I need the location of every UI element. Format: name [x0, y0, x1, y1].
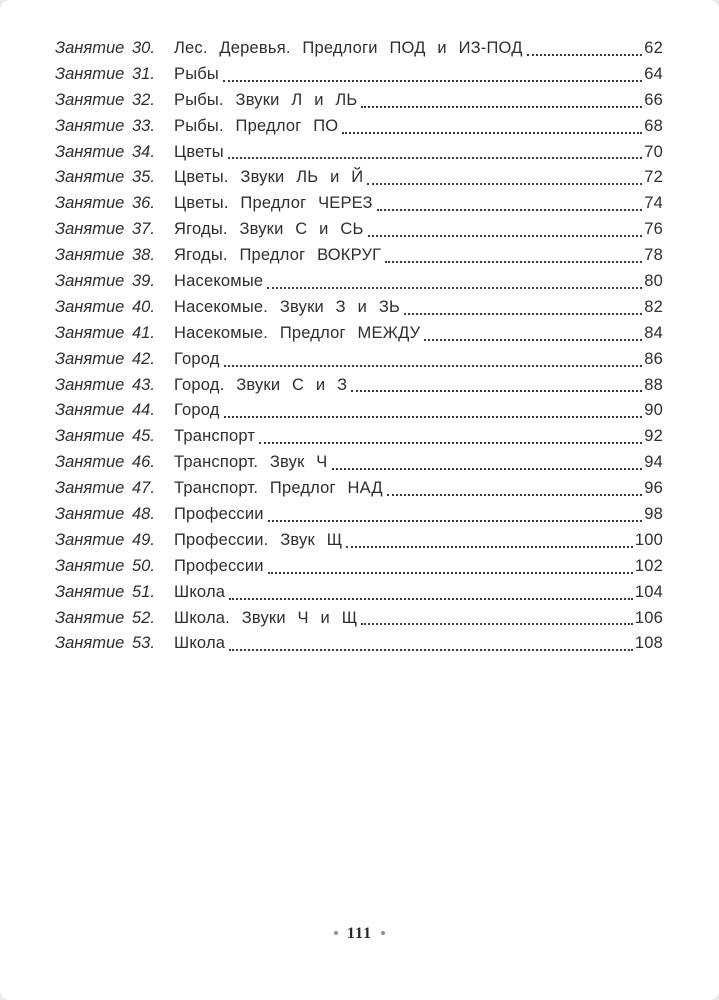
toc-entry-page: 66 — [644, 90, 663, 109]
toc-entry — [55, 321, 663, 347]
toc-entry-page: 78 — [644, 246, 663, 265]
toc-entry — [55, 631, 663, 657]
toc-entry-number: 35. — [132, 168, 155, 187]
toc-entry-number: 52. — [132, 608, 155, 627]
toc-entry-page: 102 — [634, 556, 663, 575]
toc-entry-title: Насекомые — [174, 272, 264, 291]
toc-entry-label: Занятие — [55, 349, 125, 368]
toc-entry-title: Город — [174, 401, 220, 420]
toc-entry-page: 84 — [644, 323, 663, 342]
page-number: 111 — [346, 925, 373, 942]
dot-leader — [387, 494, 642, 496]
toc-entry-page: 80 — [644, 272, 663, 291]
toc-entry-label: Занятие — [55, 116, 125, 135]
toc-entry-number: 41. — [132, 323, 155, 342]
toc-entry — [55, 424, 663, 450]
toc-entry-label: Занятие — [55, 634, 125, 653]
footer-dot-left-icon — [334, 931, 338, 935]
dot-leader — [367, 183, 642, 185]
toc-entry — [55, 554, 663, 580]
footer-dot-right-icon — [381, 931, 385, 935]
toc-entry-title: Транспорт — [174, 427, 256, 446]
toc-entry-label: Занятие — [55, 479, 125, 498]
dot-leader — [385, 261, 642, 263]
toc-entry-page: 86 — [644, 349, 663, 368]
dot-leader — [404, 313, 642, 315]
dot-leader — [259, 442, 642, 444]
toc-entry-label: Занятие — [55, 556, 125, 575]
toc-entry — [55, 398, 663, 424]
toc-entry-title: Лес. Деревья. Предлоги ПОД и ИЗ-ПОД — [174, 39, 523, 57]
toc-entry — [55, 580, 663, 606]
toc-entry-page: 64 — [644, 64, 663, 83]
toc-entry-page: 76 — [644, 220, 663, 239]
toc-entry-number: 45. — [132, 427, 155, 446]
dot-leader — [346, 546, 633, 548]
toc-entry-title: Цветы — [174, 142, 224, 161]
toc-entry-label: Занятие — [55, 39, 125, 57]
toc-entry-title: Цветы. Звуки ЛЬ и Й — [174, 168, 364, 187]
toc-entry-number: 30. — [132, 39, 155, 57]
toc-entry — [55, 502, 663, 528]
dot-leader — [332, 468, 643, 470]
toc-entry-number: 49. — [132, 530, 155, 549]
toc-entry-title: Транспорт. Предлог НАД — [174, 479, 383, 498]
dot-leader — [229, 649, 633, 651]
dot-leader — [223, 80, 642, 82]
toc-entry-label: Занятие — [55, 401, 125, 420]
toc-entry-page: 98 — [644, 505, 663, 524]
toc-entry-page: 88 — [644, 375, 663, 394]
toc-entry-title: Город — [174, 349, 220, 368]
toc-entry-label: Занятие — [55, 582, 125, 601]
toc-entry-title: Профессии — [174, 556, 264, 575]
toc-entry-title: Ягоды. Звуки С и СЬ — [174, 220, 364, 239]
toc-entry-number: 36. — [132, 194, 155, 213]
toc-entry-title: Школа. Звуки Ч и Щ — [174, 608, 358, 627]
toc-entry — [55, 165, 663, 191]
dot-leader — [224, 365, 643, 367]
dot-leader — [361, 106, 642, 108]
toc-entry — [55, 36, 663, 62]
toc-entry-title: Цветы. Предлог ЧЕРЕЗ — [174, 194, 373, 213]
toc-entry-label: Занятие — [55, 505, 125, 524]
toc-entry-label: Занятие — [55, 272, 125, 291]
toc-entry-page: 96 — [644, 479, 663, 498]
toc-entry-page: 82 — [644, 297, 663, 316]
toc-entry-page: 100 — [634, 530, 663, 549]
toc-list — [55, 36, 663, 657]
dot-leader — [377, 209, 643, 211]
toc-entry-number: 44. — [132, 401, 155, 420]
toc-entry — [55, 243, 663, 269]
toc-entry-title: Город. Звуки С и З — [174, 375, 348, 394]
toc-entry-number: 48. — [132, 505, 155, 524]
toc-entry-title: Школа — [174, 634, 226, 653]
toc-entry — [55, 450, 663, 476]
toc-entry-number: 46. — [132, 453, 155, 472]
toc-entry-page: 70 — [644, 142, 663, 161]
toc-entry-label: Занятие — [55, 194, 125, 213]
toc-entry-number: 50. — [132, 556, 155, 575]
toc-entry — [55, 476, 663, 502]
toc-entry-page: 92 — [644, 427, 663, 446]
toc-entry-number: 37. — [132, 220, 155, 239]
toc-entry — [55, 62, 663, 88]
toc-entry-page: 104 — [634, 582, 663, 601]
toc-entry-number: 31. — [132, 64, 155, 83]
toc-entry-label: Занятие — [55, 246, 125, 265]
toc-entry-title: Рыбы. Звуки Л и ЛЬ — [174, 90, 358, 109]
toc-entry-title: Ягоды. Предлог ВОКРУГ — [174, 246, 382, 265]
dot-leader — [342, 132, 642, 134]
toc-entry — [55, 347, 663, 373]
toc-entry-label: Занятие — [55, 64, 125, 83]
toc-entry-page: 72 — [644, 168, 663, 187]
toc-entry-label: Занятие — [55, 142, 125, 161]
toc-entry-title: Транспорт. Звук Ч — [174, 453, 328, 472]
toc-entry-label: Занятие — [55, 427, 125, 446]
toc-entry — [55, 295, 663, 321]
dot-leader — [361, 623, 632, 625]
toc-entry-label: Занятие — [55, 323, 125, 342]
toc-entry — [55, 191, 663, 217]
toc-entry-title: Рыбы — [174, 64, 219, 83]
dot-leader — [229, 598, 633, 600]
toc-entry-page: 74 — [644, 194, 663, 213]
toc-entry-number: 47. — [132, 479, 155, 498]
toc-entry-page: 68 — [644, 116, 663, 135]
toc-entry-page: 106 — [634, 608, 663, 627]
toc-entry-label: Занятие — [55, 90, 125, 109]
toc-entry-label: Занятие — [55, 297, 125, 316]
dot-leader — [267, 287, 642, 289]
toc-entry-title: Насекомые. Предлог МЕЖДУ — [174, 323, 421, 342]
toc-entry — [55, 217, 663, 243]
toc-entry — [55, 606, 663, 632]
toc-entry-number: 32. — [132, 90, 155, 109]
toc-entry-title: Школа — [174, 582, 226, 601]
toc-entry-page: 62 — [644, 39, 663, 57]
toc-entry-number: 51. — [132, 582, 155, 601]
toc-entry — [55, 528, 663, 554]
dot-leader — [351, 390, 642, 392]
toc-entry-number: 43. — [132, 375, 155, 394]
toc-entry-number: 53. — [132, 634, 155, 653]
toc-entry-title: Профессии — [174, 505, 264, 524]
toc-entry-number: 33. — [132, 116, 155, 135]
toc-entry — [55, 373, 663, 399]
toc-entry-label: Занятие — [55, 375, 125, 394]
toc-entry-label: Занятие — [55, 608, 125, 627]
toc-entry-number: 39. — [132, 272, 155, 291]
page-footer — [0, 925, 719, 943]
toc-entry-number: 42. — [132, 349, 155, 368]
toc-entry-page: 108 — [634, 634, 663, 653]
dot-leader — [368, 235, 643, 237]
dot-leader — [424, 339, 642, 341]
toc-entry-label: Занятие — [55, 220, 125, 239]
toc-entry-label: Занятие — [55, 530, 125, 549]
toc-entry-number: 38. — [132, 246, 155, 265]
toc-entry-label: Занятие — [55, 453, 125, 472]
dot-leader — [228, 157, 642, 159]
toc-entry-page: 90 — [644, 401, 663, 420]
toc-entry — [55, 269, 663, 295]
toc-entry — [55, 114, 663, 140]
toc-entry-title: Рыбы. Предлог ПО — [174, 116, 339, 135]
toc-entry — [55, 88, 663, 114]
dot-leader — [527, 54, 643, 56]
dot-leader — [268, 520, 643, 522]
toc-entry — [55, 140, 663, 166]
toc-entry-title: Профессии. Звук Щ — [174, 530, 343, 549]
toc-entry-label: Занятие — [55, 168, 125, 187]
toc-entry-page: 94 — [644, 453, 663, 472]
dot-leader — [268, 572, 633, 574]
toc-entry-number: 34. — [132, 142, 155, 161]
toc-entry-number: 40. — [132, 297, 155, 316]
toc-entry-title: Насекомые. Звуки З и ЗЬ — [174, 297, 401, 316]
dot-leader — [224, 416, 643, 418]
